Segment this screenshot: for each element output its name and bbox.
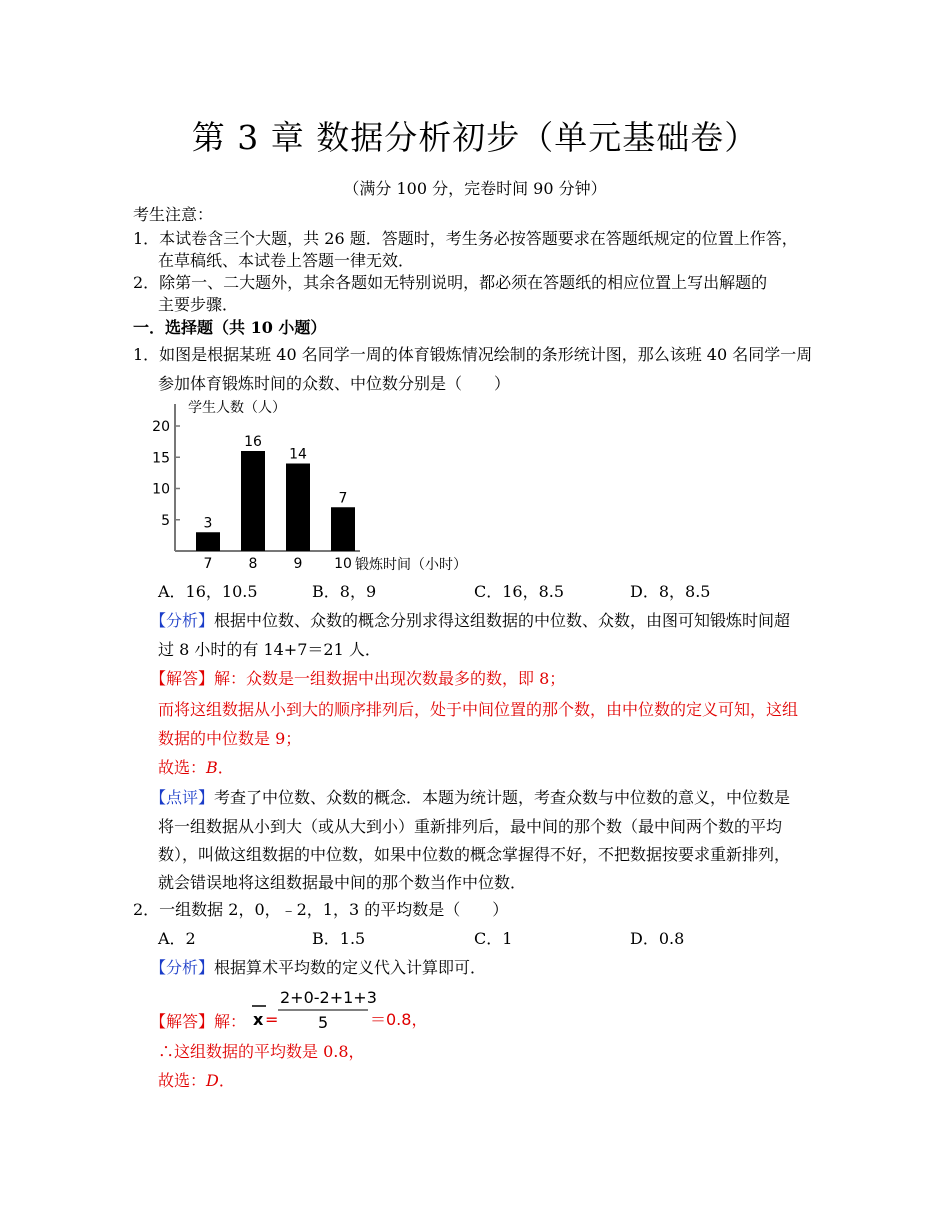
y-tick-label-10: 10 xyxy=(152,481,170,498)
notice-item-1-line-1: 1．本试卷含三个大题，共 26 题．答题时，考生务必按答题要求在答题纸规定的位置上作答， xyxy=(133,229,798,248)
q2-option-a: A．2 xyxy=(158,929,196,948)
bar-value-label-8: 16 xyxy=(244,434,262,450)
q1-analysis-tag: 【分析】 xyxy=(150,611,215,630)
q2-answer-tag: 【解答】 xyxy=(150,1012,215,1031)
q1-analysis-text-1: 根据中位数、众数的概念分别求得这组数据的中位数、众数，由图可知锻炼时间超 xyxy=(214,611,791,630)
bar-value-label-10: 7 xyxy=(338,490,348,507)
chart-x-axis-label: 锻炼时间（小时） xyxy=(355,557,467,573)
q2-conclusion: ∴这组数据的平均数是 0.8， xyxy=(158,1042,365,1061)
q2-answer-line xyxy=(150,1012,246,1032)
q2-analysis-line xyxy=(150,958,486,978)
q1-choice-line xyxy=(158,758,234,778)
page-title: 第 3 章 数据分析初步（单元基础卷） xyxy=(191,118,759,157)
q1-comment-text-1: 考查了中位数、众数的概念．本题为统计题，考查众数与中位数的意义，中位数是 xyxy=(214,788,791,807)
chart-marks xyxy=(152,419,355,572)
q1-answer-line-1 xyxy=(150,669,565,689)
q1-choice-prefix: 故选： xyxy=(158,758,207,777)
fraction-numerator: 2+0-2+1+3 xyxy=(280,988,377,1007)
q1-stem-line-2: 参加体育锻炼时间的众数、中位数分别是（ ） xyxy=(158,374,511,393)
q2-stem: 2．一组数据 2，0，﹣2，1，3 的平均数是（ ） xyxy=(133,900,509,919)
q1-answer-line-3: 数据的中位数是 9； xyxy=(158,729,302,748)
q2-choice-line xyxy=(158,1071,235,1091)
xbar-symbol: x xyxy=(253,1010,264,1029)
q1-choice-letter: B xyxy=(206,758,218,777)
bar-value-label-9: 14 xyxy=(289,446,307,463)
q2-choice-suffix: ． xyxy=(218,1071,235,1090)
y-tick-label-20: 20 xyxy=(152,419,170,435)
bar-9 xyxy=(286,464,310,552)
q1-analysis-line-2: 过 8 小时的有 14+7＝21 人． xyxy=(158,640,381,659)
q1-option-d: D．8，8.5 xyxy=(630,582,711,601)
notice-item-2-line-1: 2．除第一、二大题外，其余各题如无特别说明，都必须在答题纸的相应位置上写出解题的 xyxy=(133,273,768,292)
page-subtitle: （满分 100 分，完卷时间 90 分钟） xyxy=(343,179,607,198)
bar-7 xyxy=(196,532,220,551)
q1-comment-line-3: 数），叫做这组数据的中位数，如果中位数的概念掌握得不好，不把数据按要求重新排列， xyxy=(158,845,791,864)
q1-comment-line-4: 就会错误地将这组数据最中间的那个数当作中位数． xyxy=(158,873,527,892)
q2-choice-prefix: 故选： xyxy=(158,1071,207,1090)
bar-chart xyxy=(150,396,490,576)
q1-option-a: A．16，10.5 xyxy=(158,582,258,601)
mean-formula xyxy=(250,984,450,1034)
q2-choice-letter: D xyxy=(206,1071,219,1090)
q2-analysis-text: 根据算术平均数的定义代入计算即可． xyxy=(214,958,487,977)
x-tick-label-9: 9 xyxy=(293,556,303,572)
q1-option-b: B．8，9 xyxy=(312,582,377,601)
y-tick-label-5: 5 xyxy=(161,512,170,529)
q2-analysis-tag: 【分析】 xyxy=(150,958,215,977)
fraction-denominator: 5 xyxy=(318,1013,329,1032)
x-tick-label-10: 10 xyxy=(334,556,352,572)
notice-item-1-line-2: 在草稿纸、本试卷上答题一律无效． xyxy=(158,251,415,270)
notice-heading: 考生注意： xyxy=(133,205,214,224)
q1-stem-line-1: 1．如图是根据某班 40 名同学一周的体育锻炼情况绘制的条形统计图，那么该班 40 名同学一周 xyxy=(133,345,813,364)
q2-answer-prefix: 解： xyxy=(214,1012,247,1031)
q2-option-d: D．0.8 xyxy=(630,929,685,948)
section-heading: 一．选择题（共 10 小题） xyxy=(133,318,327,337)
x-tick-label-8: 8 xyxy=(248,556,258,572)
q1-choice-suffix: ． xyxy=(217,758,234,777)
equals-sign: = xyxy=(265,1010,279,1029)
chart-y-axis-label: 学生人数（人） xyxy=(188,400,286,416)
q1-comment-line-1 xyxy=(150,788,790,808)
q1-analysis-line-1 xyxy=(150,611,790,631)
y-tick-label-15: 15 xyxy=(152,450,170,467)
q1-answer-text-1: 解：众数是一组数据中出现次数最多的数，即 8； xyxy=(214,669,566,688)
bar-8 xyxy=(241,451,265,551)
q2-option-c: C．1 xyxy=(474,929,513,948)
q1-comment-line-2: 将一组数据从小到大（或从大到小）重新排列后，最中间的那个数（最中间两个数的平均 xyxy=(158,817,783,836)
q2-option-b: B．1.5 xyxy=(312,929,366,948)
x-tick-label-7: 7 xyxy=(203,556,213,572)
notice-item-2-line-2: 主要步骤． xyxy=(158,295,239,314)
q1-comment-tag: 【点评】 xyxy=(150,788,215,807)
bar-10 xyxy=(331,507,355,551)
q1-option-c: C．16，8.5 xyxy=(474,582,565,601)
bar-value-label-7: 3 xyxy=(203,515,213,532)
q1-answer-line-2: 而将这组数据从小到大的顺序排列后，处于中间位置的那个数，由中位数的定义可知，这组 xyxy=(158,700,799,719)
q1-answer-tag: 【解答】 xyxy=(150,669,215,688)
formula-result: ＝0.8， xyxy=(370,1010,428,1029)
